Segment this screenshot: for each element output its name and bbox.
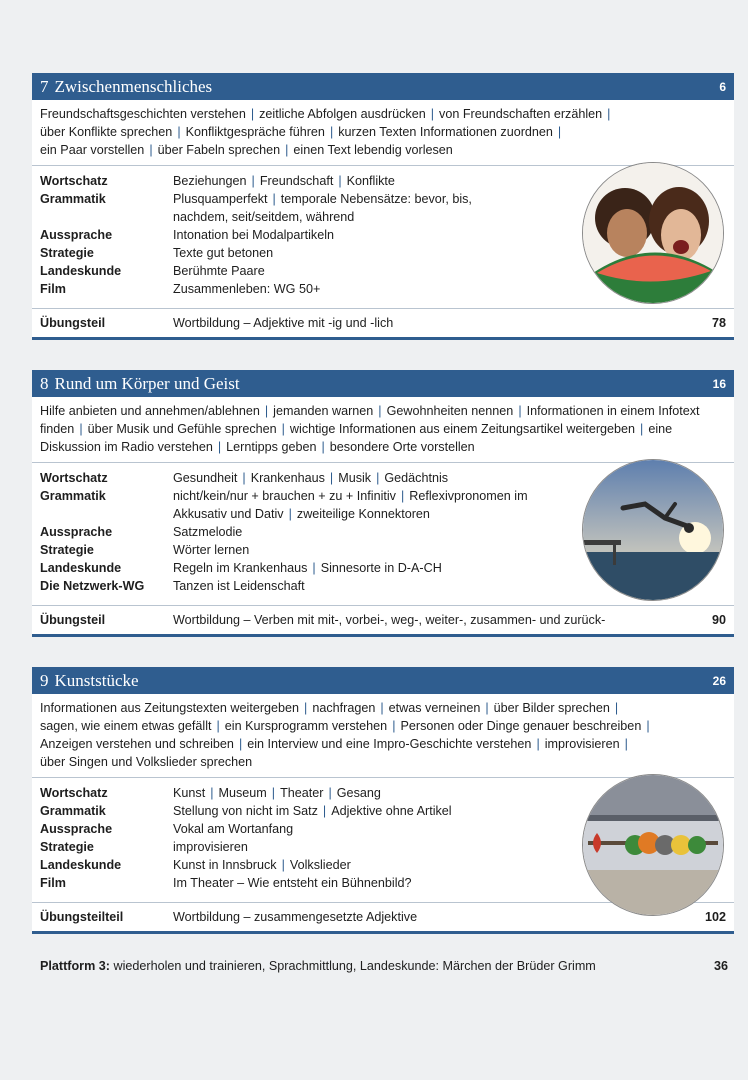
chapter-number: 8 — [40, 373, 49, 393]
detail-label: Film — [40, 282, 66, 296]
goal-item: Freundschaftsgeschichten verstehen — [40, 107, 246, 121]
detail-row-grammatik: Grammatik Stellung von nicht im Satz | Adjektive ohne Artikel — [40, 804, 452, 818]
goal-item: Hilfe anbieten und annehmen/ablehnen — [40, 404, 260, 418]
goal-item: jemanden warnen — [273, 404, 374, 418]
goal-item: ein Kursprogramm verstehen — [224, 719, 388, 733]
detail-value: Zusammenleben: WG 50+ — [173, 282, 321, 296]
detail-label: Film — [40, 876, 66, 890]
uebungsteil-page: 78 — [711, 316, 726, 330]
detail-value: Vokal am Wortanfang — [173, 822, 294, 836]
goal-item: ein Paar vorstellen — [40, 143, 145, 157]
chapter-header — [32, 667, 734, 694]
detail-value: Kunst — [173, 786, 206, 800]
detail-value: Konflikte — [346, 174, 395, 188]
chapter-page-number: 26 — [712, 673, 726, 688]
detail-label: Grammatik — [40, 804, 106, 818]
detail-value: Kunst in Innsbruck — [173, 858, 277, 872]
detail-label: Aussprache — [40, 228, 113, 242]
chapter-8 — [32, 370, 734, 637]
uebungsteil-text: Wortbildung – Adjektive mit -ig und -lich — [173, 316, 394, 330]
detail-row-wortschatz: Wortschatz Gesundheit | Krankenhaus | Musik | Gedächtnis — [40, 471, 449, 485]
detail-label: Grammatik — [40, 192, 106, 206]
detail-row-wortschatz: Wortschatz Kunst | Museum | Theater | Gesang — [40, 786, 381, 800]
detail-value: Intonation bei Modalpartikeln — [173, 228, 335, 242]
detail-value: Plusquamperfekt — [173, 192, 268, 206]
detail-value: Satzmelodie — [173, 525, 243, 539]
detail-label: Aussprache — [40, 525, 113, 539]
goal-item: über Musik und Gefühle sprechen — [87, 422, 277, 436]
chapter-title-text: Rund um Körper und Geist — [54, 373, 240, 393]
chapter-header — [32, 370, 734, 397]
detail-label: Landeskunde — [40, 561, 122, 575]
detail-label: Landeskunde — [40, 858, 122, 872]
detail-label: Landeskunde — [40, 264, 122, 278]
detail-value: zweiteilige Konnektoren — [296, 507, 430, 521]
chapter-title-text: Kunststücke — [54, 670, 139, 690]
chapter-number: 7 — [40, 76, 49, 96]
detail-value: Stellung von nicht im Satz — [173, 804, 318, 818]
detail-row-grammatik: Grammatik nicht/kein/nur + brauchen + zu + Infinitiv | Reflexivpronomen im Akkusativ und Dativ | zweiteilige Konnektoren — [40, 489, 528, 521]
plattform-page: 36 — [713, 959, 728, 973]
detail-label: Wortschatz — [40, 786, 108, 800]
detail-value: Gedächtnis — [384, 471, 449, 485]
detail-value: Berühmte Paare — [173, 264, 265, 278]
detail-value: Im Theater – Wie entsteht ein Bühnenbild? — [173, 876, 412, 890]
detail-label: Wortschatz — [40, 471, 108, 485]
detail-value: Texte gut betonen — [173, 246, 274, 260]
jump-into-lake-photo — [582, 459, 724, 601]
chapter-page-number: 6 — [719, 79, 726, 94]
chapter-title-text: Zwischenmenschliches — [54, 76, 213, 96]
detail-label: Wortschatz — [40, 174, 108, 188]
uebungsteil-label: Übungsteil — [40, 613, 106, 627]
goal-item: über Konflikte sprechen — [40, 125, 173, 139]
detail-value: Tanzen ist Leidenschaft — [173, 579, 305, 593]
chapter-goals: Hilfe anbieten und annehmen/ablehnen | jemanden warnen | Gewohnheiten nennen | Informationen in einem Infotext finden | über Musik und Gefühle sprechen | wichtige Informationen aus einem Zeitungsartikel weitergeben | eine Diskussion im Radio verstehen | Lerntipps geben | besondere Orte vorstellen — [32, 397, 734, 463]
plattform-text: wiederholen und trainieren, Sprachmittlung, Landeskunde: Märchen der Brüder Grimm — [113, 959, 596, 973]
stage-set-photo — [582, 774, 724, 916]
goal-item: einen Text lebendig vorlesen — [293, 143, 453, 157]
goal-item: besondere Orte vorstellen — [329, 440, 475, 454]
goal-item: Personen oder Dinge genauer beschreiben — [400, 719, 642, 733]
goal-item: etwas verneinen — [388, 701, 481, 715]
goal-item: kurzen Texten Informationen zuordnen — [338, 125, 553, 139]
uebungsteil-row — [32, 605, 734, 637]
goal-item: improvisieren — [544, 737, 620, 751]
uebungsteil-label: Übungsteil — [40, 316, 106, 330]
goal-item: Informationen in einem Infotext finden — [40, 404, 700, 436]
detail-value: Wörter lernen — [173, 543, 250, 557]
detail-value: Beziehungen — [173, 174, 247, 188]
friends-watermelon-photo — [582, 162, 724, 304]
detail-value: Gesundheit — [173, 471, 238, 485]
chapter-details — [32, 778, 734, 902]
detail-value: Musik — [338, 471, 372, 485]
detail-row-landeskunde: Landeskunde Regeln im Krankenhaus | Sinnesorte in D-A-CH — [40, 561, 442, 575]
chapter-title — [40, 374, 240, 394]
chapter-goals: Informationen aus Zeitungstexten weitergeben | nachfragen | etwas verneinen | über Bilder sprechen | sagen, wie einem etwas gefällt | ein Kursprogramm verstehen | Personen oder Dinge genauer beschreiben | Anzeigen verstehen und schreiben | ein Interview und eine Impro-Geschichte verstehen | improvisieren | über Singen und Volkslieder sprechen — [32, 694, 734, 778]
detail-value: Theater — [280, 786, 324, 800]
goal-item: von Freundschaften erzählen — [439, 107, 603, 121]
uebungsteil-label: Übungsteilteil — [40, 910, 124, 924]
detail-label: Aussprache — [40, 822, 113, 836]
goal-item: wichtige Informationen aus einem Zeitungsartikel weitergeben — [289, 422, 636, 436]
goal-item: nachfragen — [312, 701, 376, 715]
goal-item: über Fabeln sprechen — [157, 143, 281, 157]
detail-label: Strategie — [40, 246, 94, 260]
chapter-goals: Freundschaftsgeschichten verstehen | zeitliche Abfolgen ausdrücken | von Freundschaften erzählen | über Konflikte sprechen | Konfliktgespräche führen | kurzen Texten Informationen zuordnen | ein Paar vorstellen | über Fabeln sprechen | einen Text lebendig vorlesen — [32, 100, 734, 166]
detail-label: Die Netzwerk-WG — [40, 579, 145, 593]
chapter-header — [32, 73, 734, 100]
chapter-9 — [32, 667, 734, 934]
chapter-details — [32, 166, 734, 308]
chapter-number: 9 — [40, 670, 49, 690]
uebungsteil-page: 90 — [711, 613, 726, 627]
detail-value: improvisieren — [173, 840, 248, 854]
detail-value: Freundschaft — [259, 174, 334, 188]
detail-label: Strategie — [40, 543, 94, 557]
detail-value: Reflexivpronomen im Akkusativ und Dativ — [173, 489, 528, 521]
uebungsteil-row — [32, 308, 734, 340]
goal-item: Gewohnheiten nennen — [386, 404, 514, 418]
goal-item: über Singen und Volkslieder sprechen — [40, 755, 253, 769]
detail-value: Volkslieder — [289, 858, 351, 872]
detail-value: Museum — [218, 786, 267, 800]
detail-value: Krankenhaus — [250, 471, 325, 485]
detail-value: Regeln im Krankenhaus — [173, 561, 308, 575]
plattform-label: Plattform 3: — [40, 959, 110, 973]
detail-row-landeskunde: Landeskunde Kunst in Innsbruck | Volkslieder — [40, 858, 351, 872]
goal-item: zeitliche Abfolgen ausdrücken — [259, 107, 426, 121]
chapter-page-number: 16 — [712, 376, 726, 391]
uebungsteil-text: Wortbildung – zusammengesetzte Adjektive — [173, 910, 418, 924]
chapter-title — [40, 671, 139, 691]
goal-item: eine Diskussion im Radio verstehen — [40, 422, 673, 454]
detail-row-wortschatz: Wortschatz Beziehungen | Freundschaft | Konflikte — [40, 174, 395, 188]
uebungsteil-page: 102 — [704, 910, 726, 924]
detail-label: Grammatik — [40, 489, 106, 503]
chapter-7 — [32, 73, 734, 340]
detail-value: temporale Nebensätze: bevor, bis, nachdem, seit/seitdem, während — [173, 192, 472, 224]
uebungsteil-text: Wortbildung – Verben mit mit-, vorbei-, weg-, weiter-, zusammen- und zurück- — [173, 613, 606, 627]
detail-value: Gesang — [336, 786, 381, 800]
detail-value: Sinnesorte in D-A-CH — [320, 561, 442, 575]
goal-item: Informationen aus Zeitungstexten weitergeben — [40, 701, 300, 715]
detail-value: Adjektive ohne Artikel — [331, 804, 452, 818]
chapter-details — [32, 463, 734, 605]
detail-value: nicht/kein/nur + brauchen + zu + Infinitiv — [173, 489, 396, 503]
detail-row-grammatik: Grammatik Plusquamperfekt | temporale Nebensätze: bevor, bis, nachdem, seit/seitdem, während — [40, 192, 472, 224]
goal-item: Anzeigen verstehen und schreiben — [40, 737, 234, 751]
goal-item: sagen, wie einem etwas gefällt — [40, 719, 212, 733]
goal-item: ein Interview und eine Impro-Geschichte verstehen — [247, 737, 532, 751]
goal-item: über Bilder sprechen — [493, 701, 610, 715]
goal-item: Lerntipps geben — [226, 440, 317, 454]
detail-label: Strategie — [40, 840, 94, 854]
chapter-title — [40, 77, 212, 97]
plattform-line — [40, 959, 728, 973]
goal-item: Konfliktgespräche führen — [185, 125, 325, 139]
